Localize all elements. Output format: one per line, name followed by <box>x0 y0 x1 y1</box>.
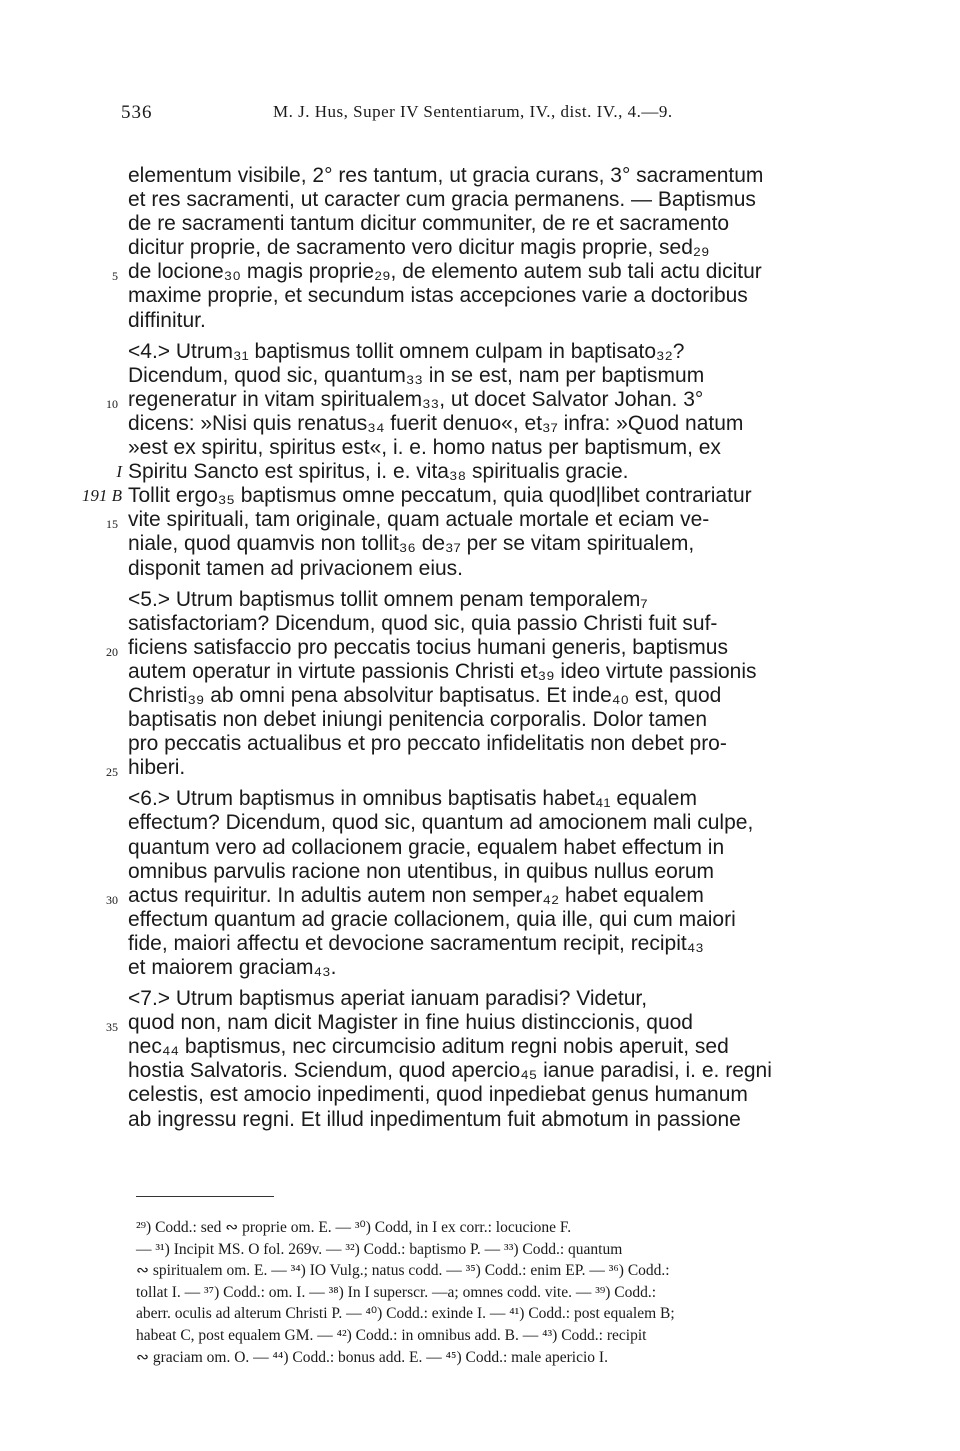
text-line: disponit tamen ad privacionem eius. <box>128 556 464 580</box>
footnote-line: tollat I. — ³⁷) Codd.: om. I. — ³⁸) In I superscr. —a; omnes codd. vite. — ³⁹) Codd.: <box>136 1283 657 1301</box>
footnote-line: aberr. oculis ad alterum Christi P. — ⁴⁰) Codd.: exinde I. — ⁴¹) Codd.: post equalem B; <box>136 1305 675 1323</box>
main-text <box>81 164 868 1132</box>
text-line <box>106 883 868 908</box>
text-line: et res sacramenti, ut caracter cum gracia permanens. — Baptismus <box>128 188 756 212</box>
text-line <box>106 387 868 412</box>
footnote-line: — ³¹) Incipit MS. O fol. 269v. — ³²) Codd.: baptismo P. — ³³) Codd.: quantum <box>136 1240 623 1258</box>
text-line: elementum visibile, 2° res tantum, ut gracia curans, 3° sacramentum <box>128 164 764 187</box>
footnote-line: ∾ graciam om. O. — ⁴⁴) Codd.: bonus add. E. — ⁴⁵) Codd.: male apericio I. <box>136 1348 608 1366</box>
text-line: hostia Salvatoris. Sciendum, quod apercio₄₅ ianue paradisi, i. e. regni <box>128 1059 772 1083</box>
text-line: nec₄₄ baptismus, nec circumcisio aditum regni nobis aperuit, sed <box>128 1035 729 1059</box>
text-line <box>116 460 868 484</box>
margin-note: 191 B <box>81 486 122 506</box>
footnotes <box>136 1217 866 1368</box>
page-header <box>121 96 841 126</box>
line-text: regeneratur in vitam spiritualem₃₃, ut docet Salvator Johan. 3° <box>128 387 704 411</box>
line-text: de locione₃₀ magis proprie₂₉, de elemento autem sub tali actu dicitur <box>128 260 762 284</box>
page-number: 536 <box>121 102 153 123</box>
text-line: autem operatur in virtute passionis Christi et₃₉ ideo virtute passionis <box>128 659 757 683</box>
line-number: 30 <box>106 892 118 907</box>
running-head: M. J. Hus, Super IV Sententiarum, IV., dist. IV., 4.—9. <box>273 102 673 121</box>
line-text: ficiens satisfaccio pro peccatis tocius humani generis, baptismus <box>128 635 728 659</box>
section-heading-7: <7.> Utrum baptismus aperiat ianuam paradisi? Videtur, <box>128 987 648 1011</box>
text-line: Dicendum, quod sic, quantum₃₃ in se est, nam per baptismum <box>128 363 705 387</box>
text-line: de re sacramenti tantum dicitur communiter, de re et sacramento <box>128 212 730 236</box>
footnote-line: ²⁹) Codd.: sed ∾ proprie om. E. — ³⁰) Codd, in I ex corr.: locucione F. <box>136 1219 572 1236</box>
line-number: 25 <box>106 765 118 780</box>
section-heading-6: <6.> Utrum baptismus in omnibus baptisatis habet₄₁ equalem <box>128 787 697 811</box>
line-text: hiberi. <box>128 756 186 780</box>
text-line: effectum quantum ad gracie collacionem, quia ille, qui cum maiori <box>128 907 736 931</box>
line-text: actus requiritur. In adultis autem non semper₄₂ habet equalem <box>128 883 704 907</box>
text-line <box>106 756 868 780</box>
line-number: 20 <box>106 644 118 659</box>
text-line: satisfactoriam? Dicendum, quod sic, quia passio Christi fuit suf- <box>128 611 718 635</box>
text-line: dicens: »Nisi quis renatus₃₄ fuerit denuo«, et₃₇ infra: »Quod natum <box>128 411 744 435</box>
text-line: quantum vero ad collacionem gracie, equalem habet effectum in <box>128 835 725 859</box>
line-number: 15 <box>106 517 118 532</box>
margin-note: I <box>116 462 122 482</box>
text-line: pro peccatis actualibus et pro peccato infidelitatis non debet pro- <box>128 732 727 756</box>
text-line <box>106 635 868 660</box>
line-text: quod non, nam dicit Magister in fine huius distinccionis, quod <box>128 1011 693 1035</box>
text-line: omnibus parvulis racione non utentibus, in quibus nullus eorum <box>128 859 715 883</box>
line-text: Tollit ergo₃₅ baptismus omne peccatum, quia quod|libet contrariatur <box>128 484 752 508</box>
text-line: dicitur proprie, de sacramento vero dicitur magis proprie, sed₂₉ <box>128 236 710 260</box>
text-line <box>112 260 868 284</box>
text-line: maxime proprie, et secundum istas accepciones varie a doctoribus <box>128 284 748 308</box>
text-line <box>106 1011 868 1035</box>
footnote-rule <box>136 1196 274 1197</box>
text-line: Christi₃₉ ab omni pena absolvitur baptisatus. Et inde₄₀ est, quod <box>128 683 722 707</box>
text-line: effectum? Dicendum, quod sic, quantum ad amocionem mali culpe, <box>128 811 754 835</box>
text-line: et maiorem graciam₄₃. <box>128 956 337 979</box>
line-number: 10 <box>106 396 118 411</box>
text-line: »est ex spiritu, spiritus est«, i. e. homo natus per baptismum, ex <box>128 436 721 460</box>
text-line: baptisatis non debet iniungi penitencia corporalis. Dolor tamen <box>128 708 708 732</box>
section-heading-5: <5.> Utrum baptismus tollit omnem penam temporalem₇ <box>128 587 648 611</box>
text-line: ab ingressu regni. Et illud inpedimentum fuit abmotum in passione <box>128 1107 741 1131</box>
footnote-line: habeat C, post equalem GM. — ⁴²) Codd.: in omnibus add. B. — ⁴³) Codd.: recipit <box>136 1326 647 1344</box>
section-heading-4: <4.> Utrum₃₁ baptismus tollit omnem culpam in baptisato₃₂? <box>128 339 685 363</box>
text-line: celestis, est amocio inpedimenti, quod inpediebat genus humanum <box>128 1083 748 1107</box>
text-line: diffinitur. <box>128 308 206 332</box>
line-text: Spiritu Sancto est spiritus, i. e. vita₃₈ spiritualis gracie. <box>128 460 629 484</box>
text-line: fide, maiori affectu et devocione sacramentum recipit, recipit₄₃ <box>128 931 704 955</box>
line-number: 5 <box>112 269 118 284</box>
footnote-line: ∾ spiritualem om. E. — ³⁴) IO Vulg.; natus codd. — ³⁵) Codd.: enim EP. — ³⁶) Codd.: <box>136 1262 670 1280</box>
line-number: 35 <box>106 1020 118 1035</box>
text-line <box>81 484 868 508</box>
text-line <box>106 508 868 532</box>
line-text: vite spirituali, tam originale, quam actuale mortale et eciam ve- <box>128 508 710 532</box>
text-line: niale, quod quamvis non tollit₃₆ de₃₇ per se vitam spiritualem, <box>128 532 695 556</box>
